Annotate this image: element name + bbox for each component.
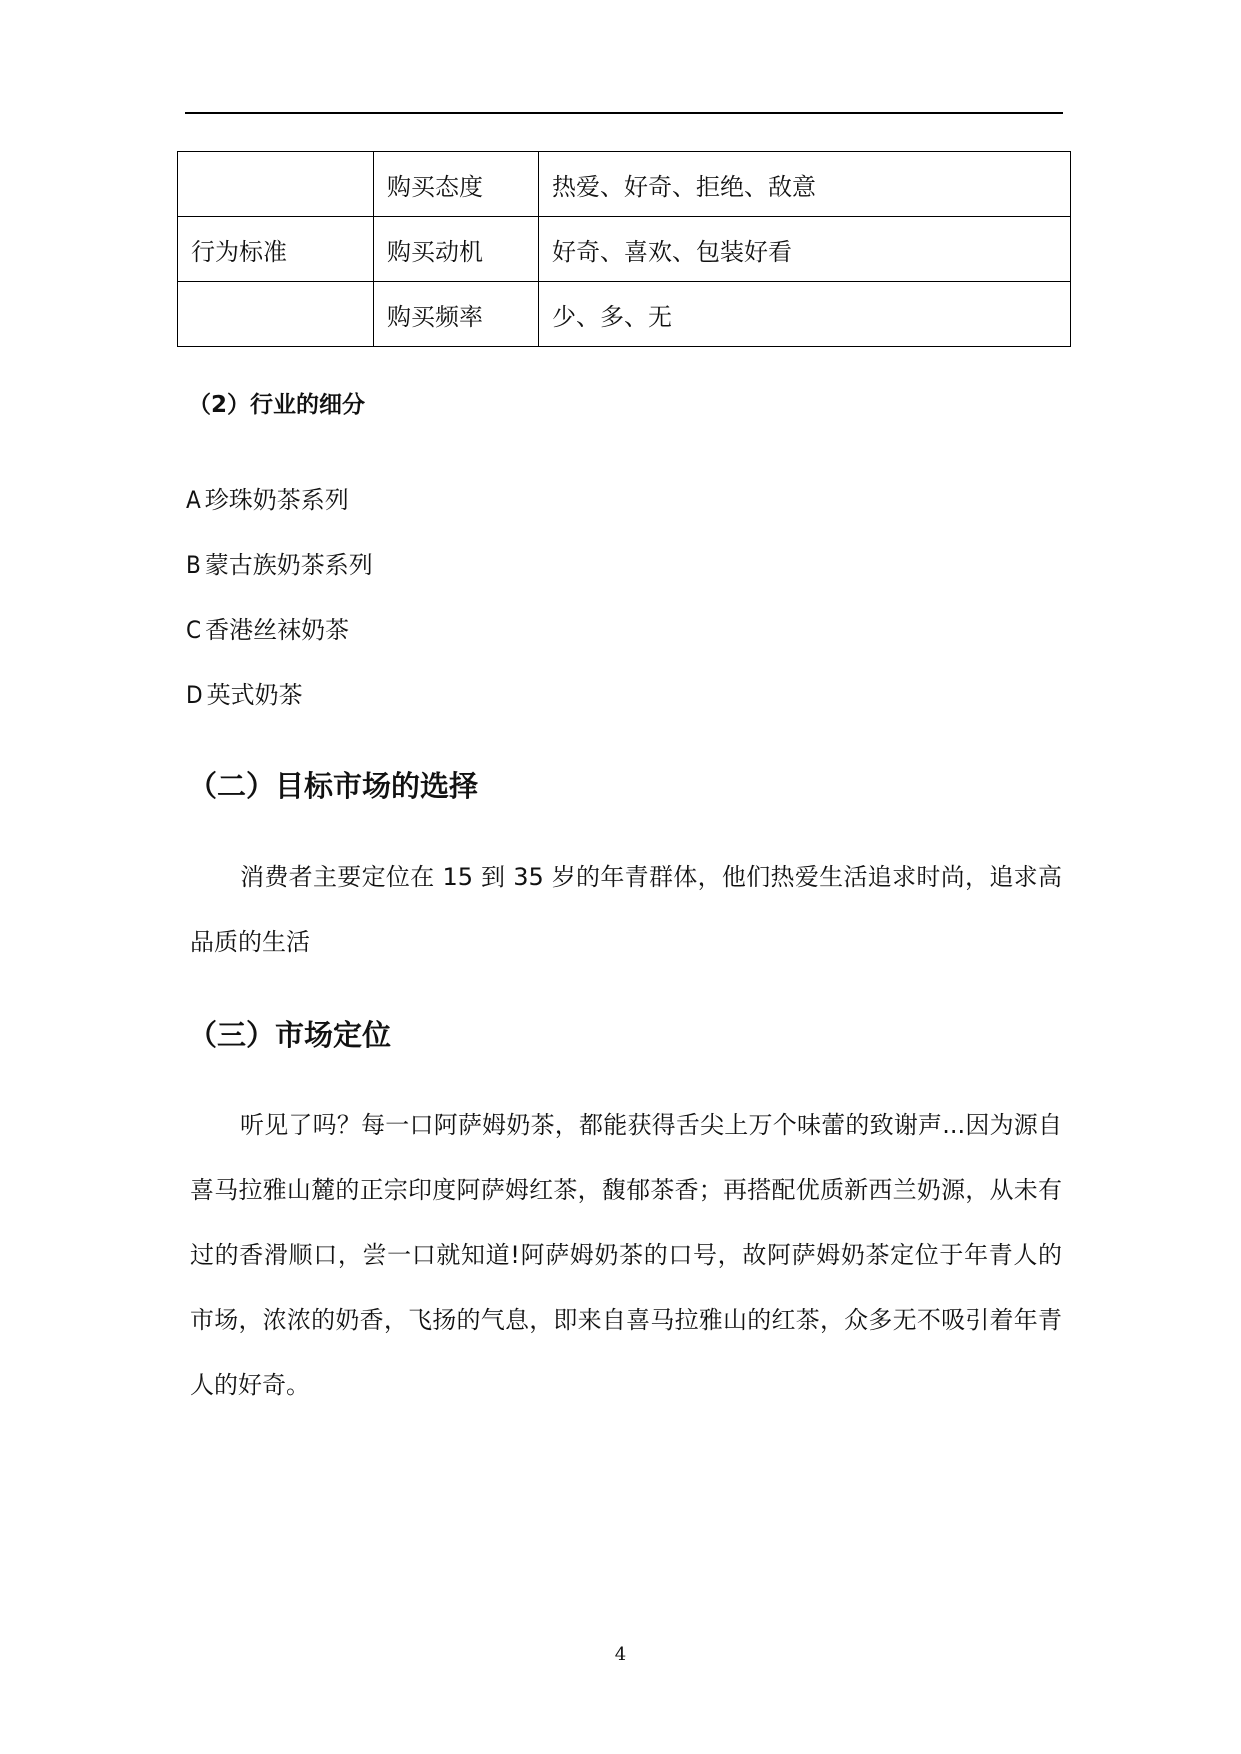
- table-cell-values: 热爱、好奇、拒绝、敌意: [539, 152, 1071, 217]
- list-item-text: 英式奶茶: [206, 681, 303, 709]
- list-item-letter: A: [186, 486, 201, 514]
- list-item-text: 蒙古族奶茶系列: [204, 551, 373, 579]
- list-item: [186, 480, 349, 515]
- table-cell-values: 好奇、喜欢、包装好看: [539, 217, 1071, 282]
- table-row: [178, 217, 1071, 282]
- list-item-letter: D: [186, 681, 203, 709]
- table-row: [178, 282, 1071, 347]
- list-item-letter: B: [186, 551, 201, 579]
- target-market-paragraph: 消费者主要定位在 15 到 35 岁的年青群体，他们热爱生活追求时尚，追求高品质的生活: [190, 863, 1062, 956]
- header-rule: [185, 112, 1063, 114]
- table-cell-values: 少、多、无: [539, 282, 1071, 347]
- list-item-text: 珍珠奶茶系列: [204, 486, 349, 514]
- list-item-text: 香港丝袜奶茶: [205, 616, 350, 644]
- table-cell-empty: [178, 152, 374, 217]
- segmentation-table: [177, 151, 1071, 347]
- table-cell-attribute: 购买频率: [374, 282, 539, 347]
- list-item: [186, 675, 303, 710]
- table-row: [178, 152, 1071, 217]
- list-item-letter: C: [186, 616, 202, 644]
- industry-subheading: （2）行业的细分: [188, 392, 366, 418]
- table-cell-empty: [178, 282, 374, 347]
- table-cell-attribute: 购买动机: [374, 217, 539, 282]
- section-title-positioning: （三）市场定位: [188, 1018, 392, 1052]
- list-item: [186, 545, 373, 580]
- section-title-target-market: （二）目标市场的选择: [188, 769, 479, 803]
- table-cell-group-label: 行为标准: [178, 217, 374, 282]
- list-item: [186, 610, 349, 645]
- page-number: 4: [614, 1644, 627, 1665]
- positioning-paragraph: 听见了吗？每一口阿萨姆奶茶，都能获得舌尖上万个味蕾的致谢声...因为源自喜马拉雅山麓的正宗印度阿萨姆红茶，馥郁茶香；再搭配优质新西兰奶源，从未有过的香滑顺口，尝一口就知道!阿萨姆奶茶的口号，故阿萨姆奶茶定位于年青人的市场，浓浓的奶香，飞扬的气息，即来自喜马拉雅山的红茶，众多无不吸引着年青人的好奇。: [190, 1111, 1062, 1399]
- table-cell-attribute: 购买态度: [374, 152, 539, 217]
